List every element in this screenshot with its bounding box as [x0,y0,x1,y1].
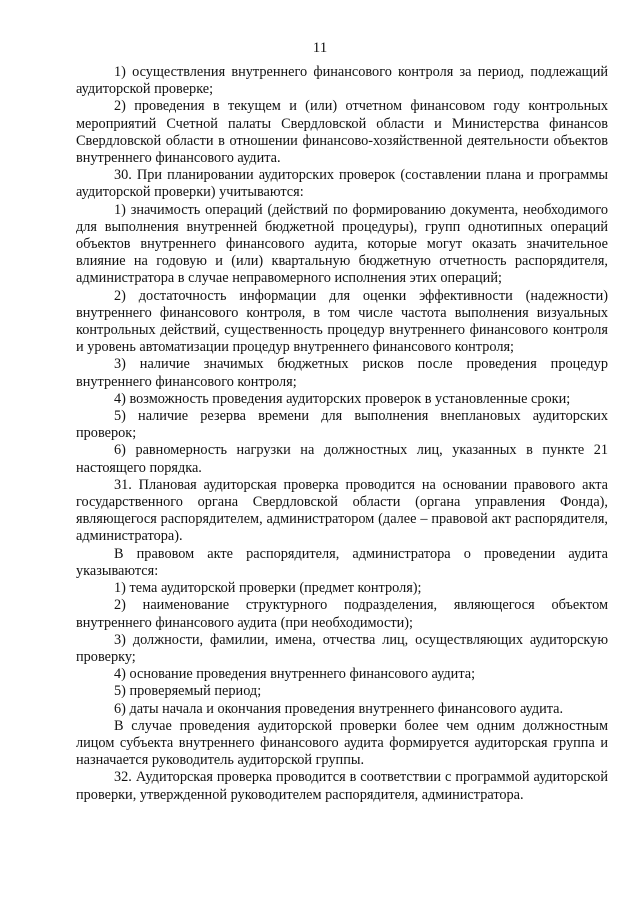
paragraph: 3) должности, фамилии, имена, отчества лиц, осуществляющих аудиторскую проверку; [76,631,608,665]
paragraph: 1) тема аудиторской проверки (предмет контроля); [114,580,422,597]
paragraph: 3) наличие значимых бюджетных рисков после проведения процедур внутреннего финансового контроля; [76,356,608,390]
paragraph: 5) проверяемый период; [114,683,262,700]
paragraph: 2) проведения в текущем и (или) отчетном финансовом году контрольных мероприятий Счетной палаты Свердловской области и Министерства финансов Свердловской области в отношении финансово-хозяйственной деятельности объектов внутреннего финансового аудита. [76,98,608,167]
paragraph: 32. Аудиторская проверка проводится в соответствии с программой аудиторской проверки, утвержденной руководителем распорядителя, администратора. [76,769,608,803]
paragraph: 2) достаточность информации для оценки эффективности (надежности) внутреннего финансового контроля, в том числе частота выполнения визуальных контрольных действий, существенность процедур внутреннего финансового контроля и уровень автоматизации процедур внутреннего финансового контроля; [76,287,608,356]
document-body [76,64,608,804]
paragraph: 1) осуществления внутреннего финансового контроля за период, подлежащий аудиторской проверке; [76,64,608,98]
page-number: 11 [312,40,328,56]
paragraph: 4) основание проведения внутреннего финансового аудита; [114,666,476,683]
paragraph: 30. При планировании аудиторских проверок (составлении плана и программы аудиторской проверки) учитываются: [76,167,608,201]
paragraph: 6) даты начала и окончания проведения внутреннего финансового аудита. [114,700,564,717]
paragraph: 6) равномерность нагрузки на должностных лиц, указанных в пункте 21 настоящего порядка. [76,442,608,476]
paragraph: 31. Плановая аудиторская проверка проводится на основании правового акта государственного органа Свердловской области (органа управления Фонда), являющегося распорядителем, администратором (далее – правовой акт распорядителя, администратора). [76,476,608,545]
paragraph: 4) возможность проведения аудиторских проверок в установленные сроки; [114,390,571,407]
paragraph: 2) наименование структурного подразделения, являющегося объектом внутреннего финансового аудита (при необходимости); [76,597,608,631]
paragraph: 5) наличие резерва времени для выполнения внеплановых аудиторских проверок; [76,408,608,442]
paragraph: В правовом акте распорядителя, администратора о проведении аудита указываются: [76,545,608,579]
paragraph: В случае проведения аудиторской проверки более чем одним должностным лицом субъекта внутреннего финансового аудита формируется аудиторская группа и назначается руководитель аудиторской группы. [76,717,608,769]
paragraph: 1) значимость операций (действий по формированию документа, необходимого для выполнения внутренней бюджетной процедуры), групп однотипных операций объектов внутреннего финансового аудита, которые могут оказать значительное влияние на годовую и (или) квартальную бюджетную отчетность распорядителя, администратора в случае неправомерного исполнения этих операций; [76,201,608,287]
